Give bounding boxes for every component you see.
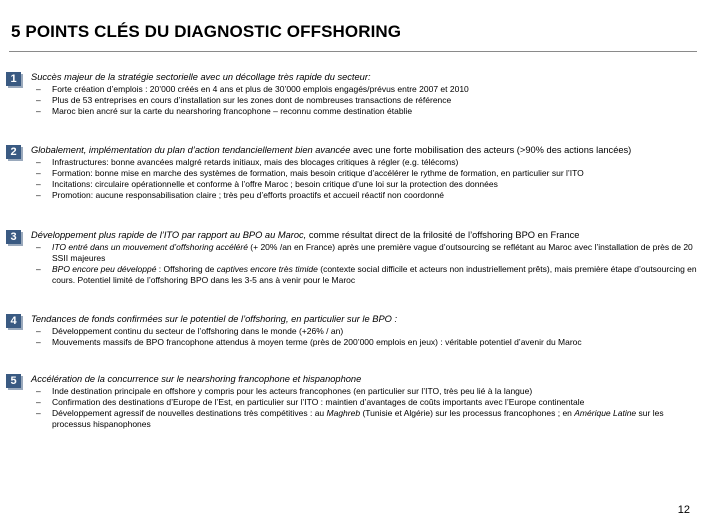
point-items — [36, 386, 702, 430]
point-items — [36, 326, 702, 348]
list-item: – Maroc bien ancré sur la carte du nearshoring francophone – reconnu comme destination établie — [36, 106, 413, 116]
list-item: – Incitations: circulaire opérationnelle et conforme à l’offre Maroc ; besoin critique d’une loi sur la protection des données — [36, 179, 498, 189]
point-items — [36, 84, 702, 117]
list-item: – BPO encore peu développé : Offshoring de captives encore très timide (contexte social difficile et acteurs non industriellement prêts), mais première étape d’outsourcing en cours. Potentiel limité de l’offshoring BPO dans les 3-5 ans à venir pour le Maroc — [36, 264, 697, 285]
list-item: – Mouvements massifs de BPO francophone attendus à moyen terme (près de 200’000 emplois en jeux) : véritable potentiel d’avenir du Maroc — [36, 337, 582, 347]
point-number-badge: 5 — [6, 374, 21, 388]
point-heading: Tendances de fonds confirmées sur le potentiel de l’offshoring, en particulier sur le BPO : — [31, 314, 398, 324]
list-item: – Confirmation des destinations d’Europe de l’Est, en particulier sur l’ITO : maintien d’avantages de coûts importants avec l’Europe continentale — [36, 397, 585, 407]
point-heading: Développement plus rapide de l’ITO par rapport au BPO au Maroc, comme résultat direct de la frilosité de l’offshoring BPO en France — [31, 230, 580, 240]
list-item: – Développement continu du secteur de l’offshoring dans le monde (+26% / an) — [36, 326, 344, 336]
point-items — [36, 157, 702, 201]
list-item: – Inde destination principale en offshore y compris pour les acteurs francophones (en particulier sur l’ITO, très peu lié à la langue) — [36, 386, 533, 396]
point-number-badge: 1 — [6, 72, 21, 86]
list-item: – Plus de 53 entreprises en cours d’installation sur les zones dont de nombreuses transactions de référence — [36, 95, 452, 105]
page-number: 12 — [677, 504, 690, 516]
list-item: – Infrastructures: bonne avancées malgré retards initiaux, mais des blocages critiques à régler (e.g. télécoms) — [36, 157, 459, 167]
point-heading: Globalement, implémentation du plan d’action tendanciellement bien avancée avec une forte mobilisation des acteurs (>90% des actions lancées) — [31, 145, 632, 155]
point-heading: Accélération de la concurrence sur le nearshoring francophone et hispanophone — [31, 374, 362, 384]
list-item: – Développement agressif de nouvelles destinations très compétitives : au Maghreb (Tunisie et Algérie) sur les processus francophones ; en Amérique Latine sur les processus hispanophones — [36, 408, 664, 429]
point-number-badge: 4 — [6, 314, 21, 328]
list-item: – Forte création d’emplois : 20’000 créés en 4 ans et plus de 30’000 emplois engagés/prévus entre 2007 et 2010 — [36, 84, 469, 94]
page-title: 5 POINTS CLÉS DU DIAGNOSTIC OFFSHORING — [11, 22, 402, 41]
list-item: – Formation: bonne mise en marche des systèmes de formation, mais besoin critique d’accélérer le rythme de formation, en particulier sur l’ITO — [36, 168, 584, 178]
point-items — [36, 242, 702, 286]
point-number-badge: 2 — [6, 145, 21, 159]
list-item: – Promotion: aucune responsabilisation claire ; très peu d’efforts proactifs et accueil réactif non coordonné — [36, 190, 445, 200]
point-heading: Succès majeur de la stratégie sectorielle avec un décollage très rapide du secteur: — [31, 72, 371, 82]
title-divider — [9, 51, 697, 52]
point-number-badge: 3 — [6, 230, 21, 244]
list-item: – ITO entré dans un mouvement d’offshoring accéléré (+ 20% /an en France) après une première vague d’outsourcing se reflétant au Maroc avec l’installation de près de 20 SSII majeures — [36, 242, 693, 263]
